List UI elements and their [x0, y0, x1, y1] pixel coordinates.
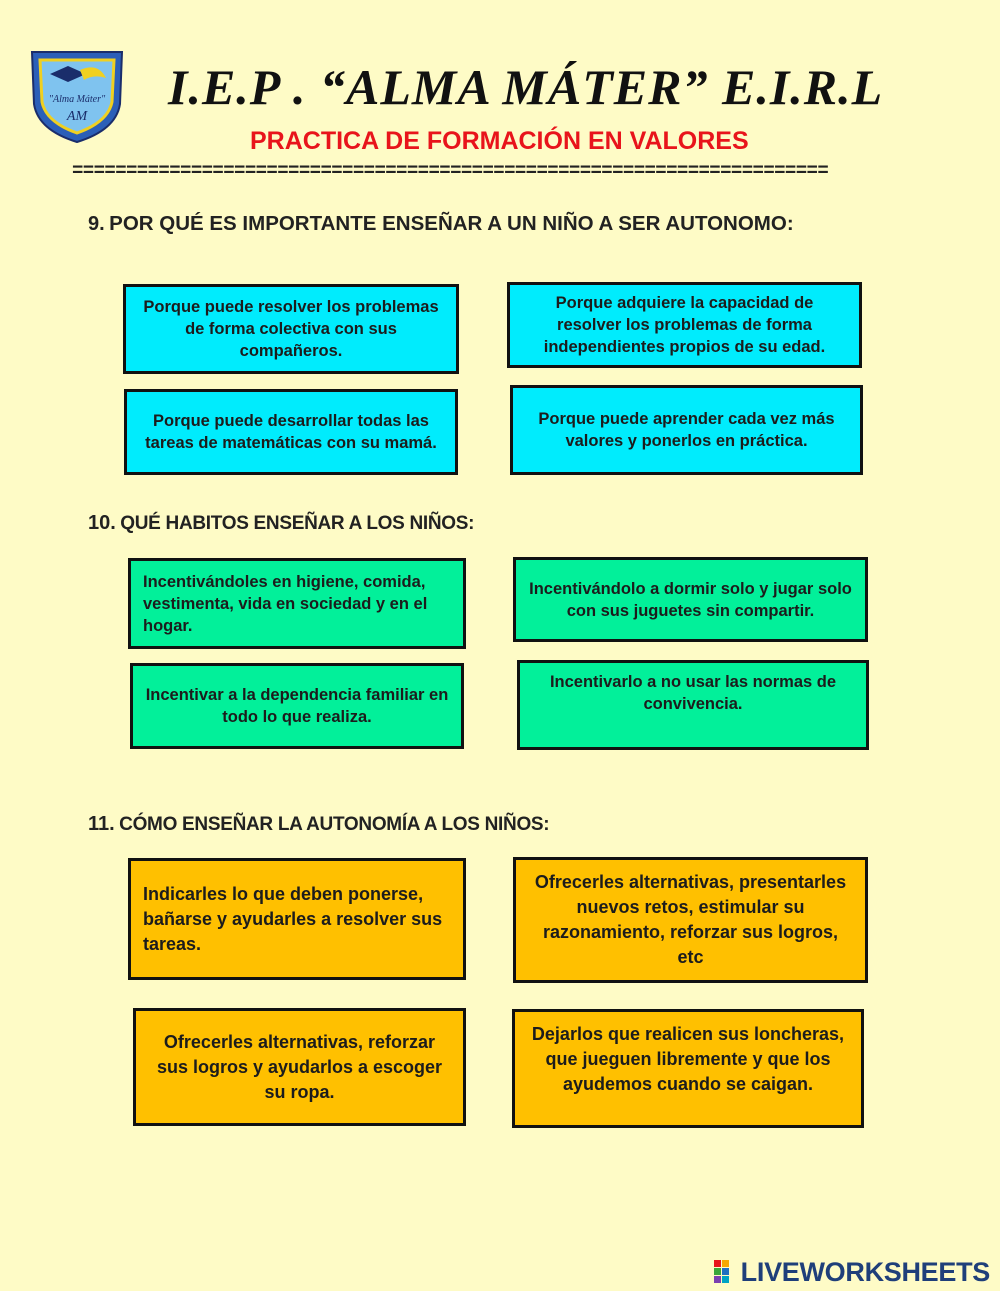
liveworksheets-logo [713, 1257, 990, 1287]
logo-initials: AM [66, 109, 88, 124]
school-logo [28, 44, 126, 144]
worksheet-subtitle: PRACTICA DE FORMACIÓN EN VALORES [250, 127, 749, 155]
q10-option-2[interactable]: Incentivándolo a dormir solo y jugar solo con sus juguetes sin compartir. [513, 557, 868, 642]
q9-option-3[interactable]: Porque puede desarrollar todas las tareas de matemáticas con su mamá. [124, 389, 458, 475]
school-title: I.E.P . “ALMA MÁTER” E.I.R.L [168, 59, 884, 115]
question-number: 10. [88, 512, 116, 534]
q11-option-2[interactable]: Ofrecerles alternativas, presentarles nuevos retos, estimular su razonamiento, reforzar sus logros, etc [513, 857, 868, 983]
question-10-heading [88, 512, 474, 535]
question-number: 11. [88, 813, 115, 835]
q9-option-1[interactable]: Porque puede resolver los problemas de forma colectiva con sus compañeros. [123, 284, 459, 374]
question-11-heading [88, 813, 549, 836]
question-9-heading [88, 212, 794, 236]
question-number: 9. [88, 213, 105, 235]
q9-option-2[interactable]: Porque adquiere la capacidad de resolver los problemas de forma independientes propios de su edad. [507, 282, 862, 368]
question-text: POR QUÉ ES IMPORTANTE ENSEÑAR A UN NIÑO A SER AUTONOMO: [109, 212, 794, 235]
q11-option-4[interactable]: Dejarlos que realicen sus loncheras, que jueguen libremente y que los ayudemos cuando se caigan. [512, 1009, 864, 1128]
q10-option-3[interactable]: Incentivar a la dependencia familiar en todo lo que realiza. [130, 663, 464, 749]
shield-icon [28, 44, 126, 144]
q10-option-4[interactable]: Incentivarlo a no usar las normas de convivencia. [517, 660, 869, 750]
q11-option-3[interactable]: Ofrecerles alternativas, reforzar sus logros y ayudarlos a escoger su ropa. [133, 1008, 466, 1126]
question-text: CÓMO ENSEÑAR LA AUTONOMÍA A LOS NIÑOS: [119, 814, 550, 835]
header-divider: ====================================================================== [72, 160, 829, 182]
liveworksheets-icon [713, 1259, 739, 1285]
q11-option-1[interactable]: Indicarles lo que deben ponerse, bañarse y ayudarles a resolver sus tareas. [128, 858, 466, 980]
liveworksheets-brand: LIVEWORKSHEETS [740, 1256, 990, 1287]
q10-option-1[interactable]: Incentivándoles en higiene, comida, vestimenta, vida en sociedad y en el hogar. [128, 558, 466, 649]
logo-text: "Alma Máter" [48, 94, 106, 105]
q9-option-4[interactable]: Porque puede aprender cada vez más valores y ponerlos en práctica. [510, 385, 863, 475]
question-text: QUÉ HABITOS ENSEÑAR A LOS NIÑOS: [120, 513, 475, 534]
